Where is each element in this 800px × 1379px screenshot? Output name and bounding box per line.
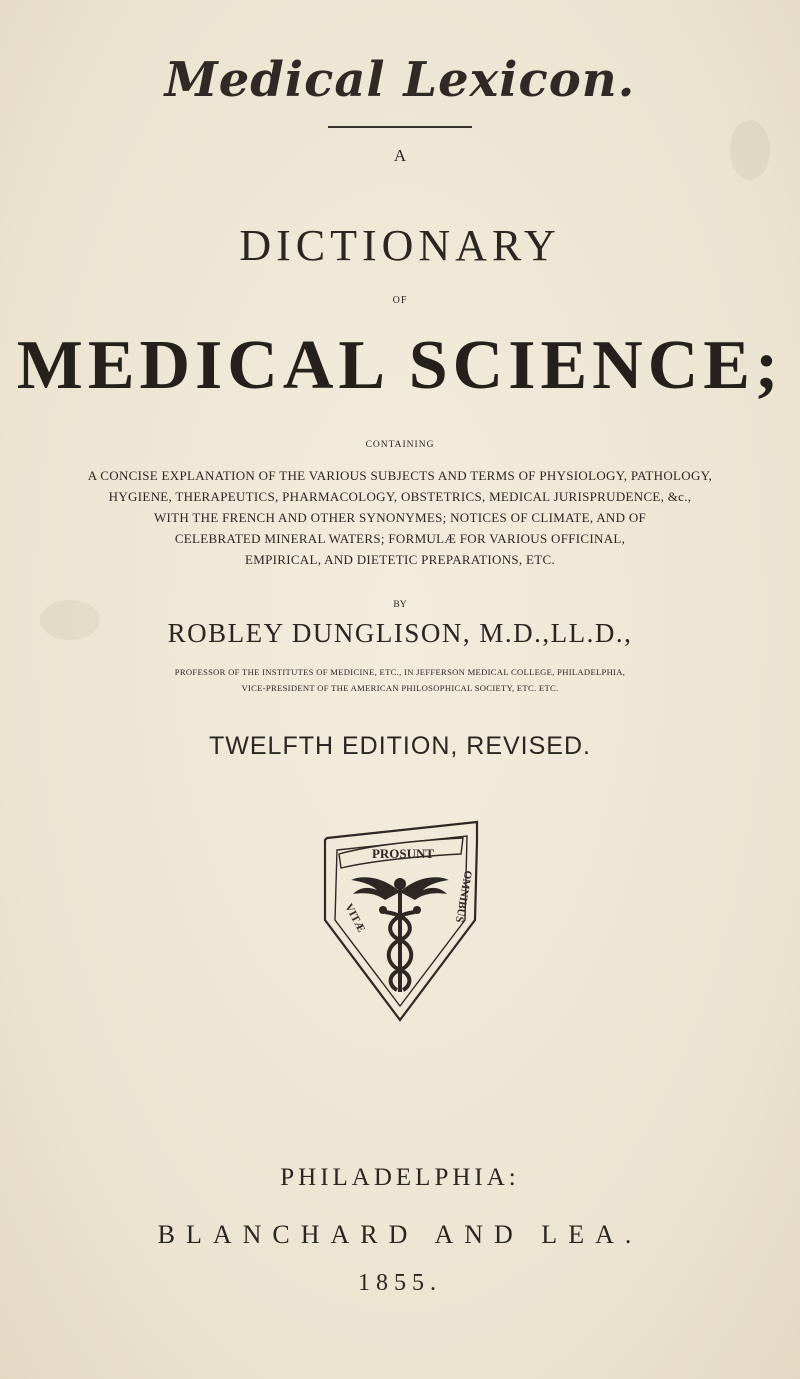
title-rule — [328, 126, 472, 128]
dictionary-heading: DICTIONARY — [239, 221, 561, 270]
publication-year: 1855. — [358, 1270, 442, 1296]
of-label: OF — [392, 295, 408, 306]
author-name: ROBLEY DUNGLISON, M.D.,LL.D., — [167, 618, 633, 648]
device-left-text: VITÆ — [342, 901, 368, 935]
by-label: BY — [393, 600, 407, 610]
publisher-name: BLANCHARD AND LEA. — [157, 1220, 643, 1249]
author-credential: PROFESSOR OF THE INSTITUTES OF MEDICINE, ETC., IN JEFFERSON MEDICAL COLLEGE, PHILADELPHIA, — [174, 667, 626, 677]
description-line: CELEBRATED MINERAL WATERS; FORMULÆ FOR VARIOUS OFFICINAL, — [174, 531, 626, 546]
author-credential: VICE-PRESIDENT OF THE AMERICAN PHILOSOPHICAL SOCIETY, ETC. ETC. — [241, 683, 559, 693]
article-a: A — [393, 146, 407, 165]
containing-label: CONTAINING — [365, 440, 435, 450]
edition-label: TWELFTH EDITION, REVISED. — [209, 732, 591, 760]
publication-city: PHILADELPHIA: — [280, 1164, 520, 1191]
printers-device-caduceus-icon — [315, 820, 485, 1030]
description-line: WITH THE FRENCH AND OTHER SYNONYMES; NOTICES OF CLIMATE, AND OF — [153, 510, 647, 525]
device-banner-text: PROSUNT — [371, 846, 435, 861]
blackletter-title: Medical Lexicon. — [164, 52, 636, 108]
description-line: EMPIRICAL, AND DIETETIC PREPARATIONS, ETC. — [244, 552, 556, 567]
device-right-text: OMNIBUS — [452, 869, 474, 924]
medical-science-heading: MEDICAL SCIENCE; — [16, 327, 784, 404]
description-line: HYGIENE, THERAPEUTICS, PHARMACOLOGY, OBSTETRICS, MEDICAL JURISPRUDENCE, &c., — [108, 489, 692, 504]
description-line: A CONCISE EXPLANATION OF THE VARIOUS SUBJECTS AND TERMS OF PHYSIOLOGY, PATHOLOGY, — [87, 468, 713, 483]
